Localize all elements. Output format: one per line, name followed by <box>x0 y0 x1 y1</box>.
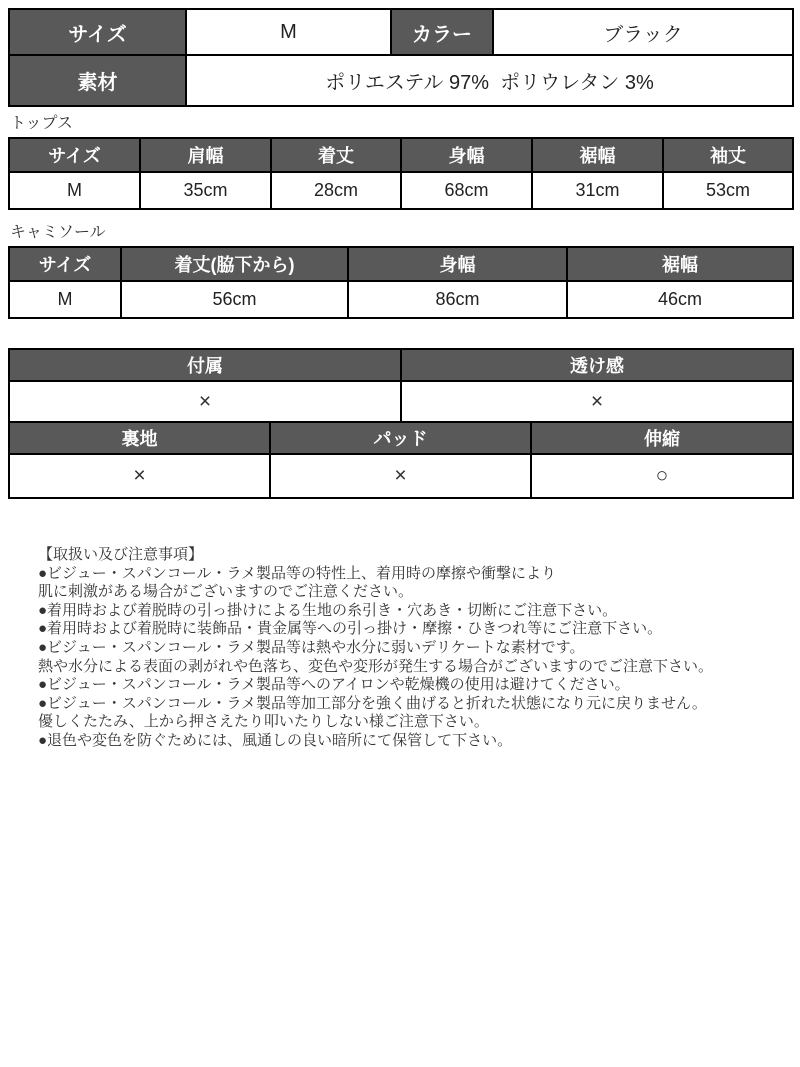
size-value: M <box>186 9 391 55</box>
camisole-col-length-from-underarm: 着丈(脇下から) <box>121 247 348 281</box>
camisole-length-value: 56cm <box>121 281 348 318</box>
tops-section-label: トップス <box>10 115 73 132</box>
care-note-line: ●退色や変色を防ぐためには、風通しの良い暗所にて保管して下さい。 <box>38 731 513 749</box>
camisole-section-label: キャミソール <box>10 224 106 241</box>
camisole-col-size: サイズ <box>9 247 121 281</box>
care-note-line: ●ビジュー・スパンコール・ラメ製品等は熱や水分に弱いデリケートな素材です。 <box>38 638 585 656</box>
care-note-line: 肌に刺激がある場合がございますのでご注意ください。 <box>38 583 414 601</box>
tops-col-hem-width: 裾幅 <box>532 138 663 172</box>
sheerness-header: 透け感 <box>401 349 793 381</box>
tops-col-sleeve-length: 袖丈 <box>663 138 793 172</box>
table-row <box>9 9 793 55</box>
care-note-line: ●ビジュー・スパンコール・ラメ製品等加工部分を強く曲げると折れた状態になり元に戻りません。 <box>38 694 707 712</box>
tops-col-shoulder-width: 肩幅 <box>140 138 271 172</box>
stretch-value-circle-mark: ○ <box>531 454 793 498</box>
tops-shoulder-width-value: 35cm <box>140 172 271 209</box>
camisole-col-body-width: 身幅 <box>348 247 567 281</box>
tops-body-width-value: 68cm <box>401 172 532 209</box>
table-row <box>9 281 793 318</box>
table-header-row <box>9 247 793 281</box>
tops-hem-width-value: 31cm <box>532 172 663 209</box>
attributes-table-accessories-sheerness <box>8 348 794 423</box>
color-header: カラー <box>391 9 493 55</box>
sheerness-value-cross-mark: × <box>401 381 793 422</box>
care-notes <box>38 546 760 751</box>
care-note-line: ●ビジュー・スパンコール・ラメ製品等へのアイロンや乾燥機の使用は避けてください。 <box>38 676 630 694</box>
camisole-size-value: M <box>9 281 121 318</box>
lining-value-cross-mark: × <box>9 454 270 498</box>
camisole-measurements-table <box>8 246 794 319</box>
camisole-body-width-value: 86cm <box>348 281 567 318</box>
care-note-line: ●着用時および着脱時の引っ掛けによる生地の糸引き・穴あき・切断にご注意下さい。 <box>38 601 618 619</box>
care-notes-title: 【取扱い及び注意事項】 <box>38 546 204 563</box>
tops-sleeve-length-value: 53cm <box>663 172 793 209</box>
size-header: サイズ <box>9 9 186 55</box>
lining-header: 裏地 <box>9 422 270 454</box>
material-value: ポリエステル 97% ポリウレタン 3% <box>186 55 793 106</box>
care-note-line: ●ビジュー・スパンコール・ラメ製品等の特性上、着用時の摩擦や衝撃により <box>38 564 557 582</box>
table-row <box>9 454 793 498</box>
care-note-line: 優しくたたみ、上から押さえたり叩いたりしない様ご注意下さい。 <box>38 713 489 731</box>
table-row <box>9 381 793 422</box>
camisole-hem-width-value: 46cm <box>567 281 793 318</box>
tops-length-value: 28cm <box>271 172 401 209</box>
size-color-material-table <box>8 8 794 107</box>
accessories-header: 付属 <box>9 349 401 381</box>
attributes-table-lining-pad-stretch <box>8 421 794 499</box>
table-row <box>9 55 793 106</box>
pad-header: パッド <box>270 422 531 454</box>
table-header-row <box>9 422 793 454</box>
accessories-value-cross-mark: × <box>9 381 401 422</box>
tops-col-length: 着丈 <box>271 138 401 172</box>
care-note-line: ●着用時および着脱時に装飾品・貴金属等への引っ掛け・摩擦・ひきつれ等にご注意下さい。 <box>38 620 663 638</box>
tops-col-size: サイズ <box>9 138 140 172</box>
table-header-row <box>9 138 793 172</box>
pad-value-cross-mark: × <box>270 454 531 498</box>
tops-size-value: M <box>9 172 140 209</box>
material-header: 素材 <box>9 55 186 106</box>
tops-col-body-width: 身幅 <box>401 138 532 172</box>
table-row <box>9 172 793 209</box>
stretch-header: 伸縮 <box>531 422 793 454</box>
table-header-row <box>9 349 793 381</box>
tops-measurements-table <box>8 137 794 210</box>
care-note-line: 熱や水分による表面の剥がれや色落ち、変色や変形が発生する場合がございますのでご注意下さい。 <box>38 657 714 675</box>
camisole-col-hem-width: 裾幅 <box>567 247 793 281</box>
color-value: ブラック <box>493 9 793 55</box>
